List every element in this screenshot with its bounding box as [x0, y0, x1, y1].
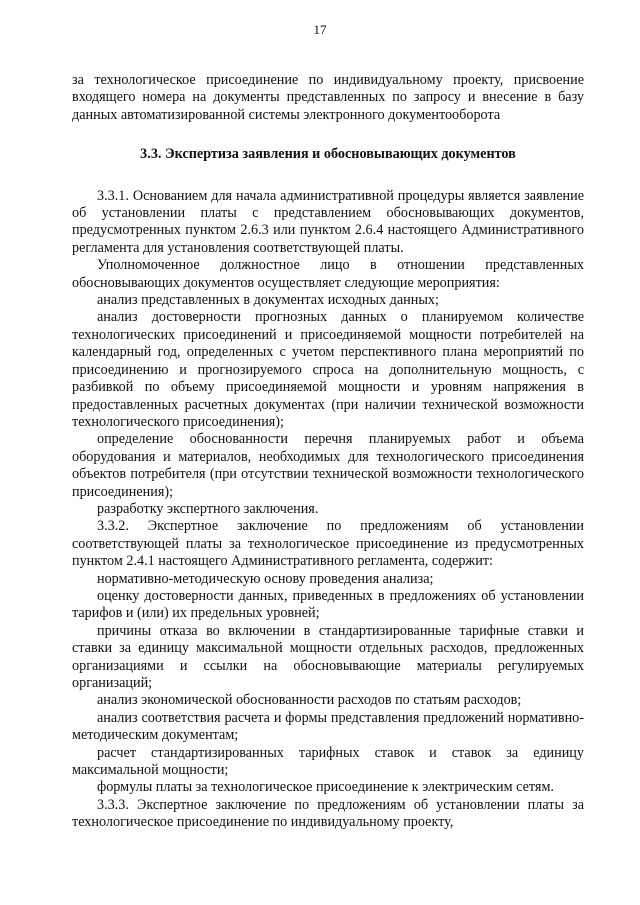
paragraph-official-duties: Уполномоченное должностное лицо в отношении представленных обосновывающих документов осуществляет следующие мероприятия:: [72, 257, 584, 291]
paragraph-3-3-1: 3.3.1. Основанием для начала административной процедуры является заявление об установлении платы с представлением обосновывающих документов, предусмотренных пунктом 2.6.3 или пунктом 2.6.4 настоящего Административного регламента для установления соответствующей платы.: [72, 187, 584, 256]
list-item: определение обоснованности перечня планируемых работ и объема оборудования и материалов, необходимых для технологического присоединения объектов потребителя (при отсутствии технической возможности технологического присоединения);: [72, 431, 584, 500]
list-item: формулы платы за технологическое присоединение к электрическим сетям.: [97, 779, 554, 796]
document-body: [72, 72, 584, 832]
list-item: разработку экспертного заключения.: [97, 500, 319, 517]
section-heading: 3.3. Экспертиза заявления и обосновывающих документов: [140, 146, 516, 163]
list-item: анализ экономической обоснованности расходов по статьям расходов;: [97, 692, 522, 709]
list-item: причины отказа во включении в стандартизированные тарифные ставки и ставки за единицу максимальной мощности отдельных расходов, предложенных организациями и ссылки на обосновывающие материалы регулируемых организаций;: [72, 622, 584, 691]
list-item: анализ соответствия расчета и формы представления предложений нормативно-методическим документам;: [72, 709, 584, 744]
list-item: расчет стандартизированных тарифных ставок и ставок за единицу максимальной мощности;: [72, 744, 584, 779]
paragraph-3-3-2: 3.3.2. Экспертное заключение по предложениям об установлении соответствующей платы за технологическое присоединение из предусмотренных пунктом 2.4.1 настоящего Административного регламента, содержит:: [72, 518, 584, 570]
list-item: нормативно-методическую основу проведения анализа;: [97, 570, 434, 587]
list-item: анализ достоверности прогнозных данных о планируемом количестве технологических присоединений и присоединяемой мощности потребителей на календарный год, определенных с учетом перспективного плана мероприятий по присоединению и прогнозируемого спроса на дополнительную мощность, с разбивкой по объему присоединяемой мощности и уровням напряжения в предоставленных расчетных документах (при наличии технической возможности технологического присоединения);: [72, 309, 584, 430]
list-item: оценку достоверности данных, приведенных в предложениях об установлении тарифов и (или) их предельных уровней;: [72, 587, 584, 622]
list-item: анализ представленных в документах исходных данных;: [97, 292, 439, 309]
page-number: 17: [313, 22, 327, 37]
paragraph-continuation: за технологическое присоединение по индивидуальному проекту, присвоение входящего номера на документы представленных по запросу и внесение в базу данных автоматизированной системы электронного документооборота: [72, 72, 584, 123]
paragraph-3-3-3: 3.3.3. Экспертное заключение по предложениям об установлении платы за технологическое присоединение по индивидуальному проекту,: [72, 796, 584, 831]
